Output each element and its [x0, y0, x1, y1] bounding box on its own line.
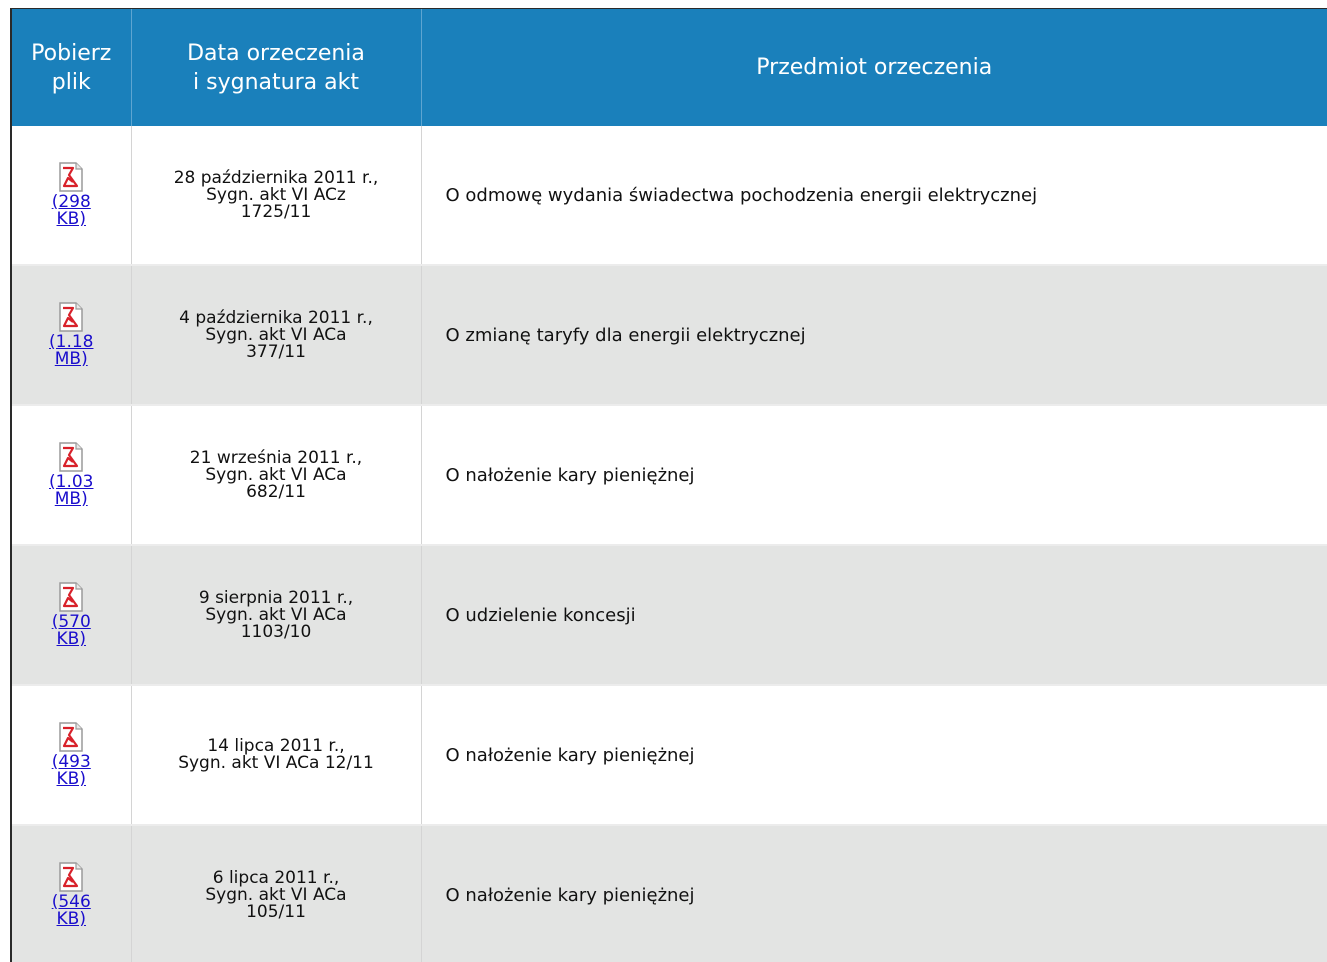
pdf-file-icon[interactable]	[58, 582, 84, 612]
header-date: Data orzeczenia i sygnatura akt	[131, 9, 421, 126]
date-cell	[131, 126, 421, 265]
ruling-date: 21 września 2011 r.,	[189, 447, 363, 468]
table-row	[12, 685, 1327, 825]
date-cell	[131, 265, 421, 405]
file-cell	[12, 126, 131, 265]
subject-cell: O odmowę wydania świadectwa pochodzenia energii elektrycznej	[421, 126, 1327, 265]
pdf-file-icon[interactable]	[58, 162, 84, 192]
pdf-file-icon[interactable]	[58, 722, 84, 752]
file-cell	[12, 685, 131, 825]
table-row	[12, 825, 1327, 962]
file-cell	[12, 825, 131, 962]
rulings-frame	[10, 8, 1327, 962]
ruling-date: 28 października 2011 r.,	[173, 167, 379, 188]
date-cell	[131, 545, 421, 685]
ruling-date: 14 lipca 2011 r.,	[207, 736, 345, 756]
subject-cell: O zmianę taryfy dla energii elektrycznej	[421, 265, 1327, 405]
download-link[interactable]: (570 KB)	[51, 612, 91, 649]
download-link[interactable]: (493 KB)	[51, 752, 91, 789]
table-row	[12, 265, 1327, 405]
file-cell	[12, 545, 131, 685]
download-link[interactable]: (1.18 MB)	[49, 332, 94, 369]
pdf-file-icon[interactable]	[58, 302, 84, 332]
ruling-date: 9 sierpnia 2011 r.,	[198, 587, 354, 608]
ruling-date: 4 października 2011 r.,	[179, 307, 373, 328]
ruling-date: 6 lipca 2011 r.,	[212, 867, 340, 888]
subject-cell: O nałożenie kary pieniężnej	[421, 405, 1327, 545]
table-header-row	[12, 9, 1327, 126]
date-cell	[131, 405, 421, 545]
subject-cell: O udzielenie koncesji	[421, 545, 1327, 685]
subject-cell: O nałożenie kary pieniężnej	[421, 825, 1327, 962]
table-row	[12, 545, 1327, 685]
case-signature: Sygn. akt VI ACa 377/11	[205, 324, 347, 362]
date-cell	[131, 825, 421, 962]
file-cell	[12, 405, 131, 545]
rulings-table	[12, 9, 1327, 962]
file-cell	[12, 265, 131, 405]
header-file: Pobierz plik	[12, 9, 131, 126]
download-link[interactable]: (546 KB)	[51, 892, 91, 929]
case-signature: Sygn. akt VI ACa 12/11	[178, 753, 374, 773]
case-signature: Sygn. akt VI ACz 1725/11	[206, 184, 346, 222]
table-row	[12, 405, 1327, 545]
date-cell	[131, 685, 421, 825]
table-row	[12, 126, 1327, 265]
header-subject: Przedmiot orzeczenia	[421, 9, 1327, 126]
download-link[interactable]: (298 KB)	[51, 192, 91, 229]
subject-cell: O nałożenie kary pieniężnej	[421, 685, 1327, 825]
pdf-file-icon[interactable]	[58, 862, 84, 892]
download-link[interactable]: (1.03 MB)	[49, 472, 94, 509]
case-signature: Sygn. akt VI ACa 105/11	[205, 884, 347, 922]
case-signature: Sygn. akt VI ACa 1103/10	[205, 604, 347, 642]
pdf-file-icon[interactable]	[58, 442, 84, 472]
case-signature: Sygn. akt VI ACa 682/11	[205, 464, 347, 502]
